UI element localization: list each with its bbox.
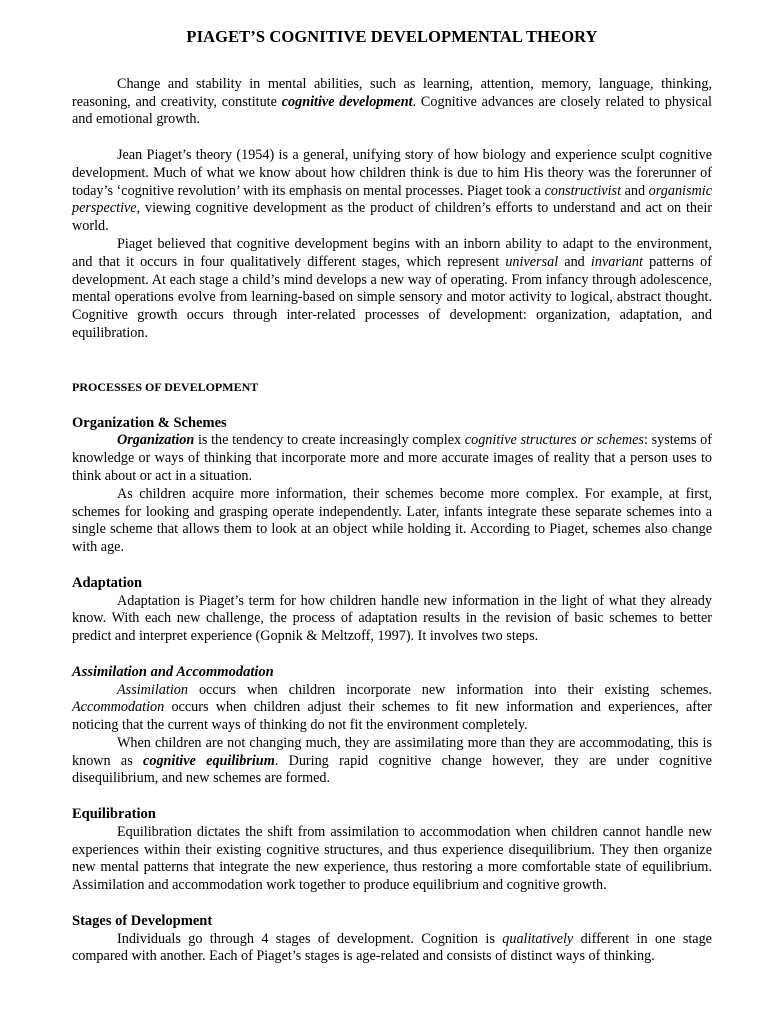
subheading-organization: Organization & Schemes xyxy=(72,414,227,431)
subheading-stages: Stages of Development xyxy=(72,912,213,929)
stages-paragraph-1: Individuals go through 4 stages of development. Cognition is qualitatively different in one stage compared with another. Each of Piaget’s stages is age-related and consists of distinct ways of thinking. xyxy=(72,930,712,965)
intro-paragraph-1: Change and stability in mental abilities, such as learning, attention, memory, language, thinking, reasoning, and creativity, constitute cognitive development. Cognitive advances are closely related to physical and emotional growth. xyxy=(72,75,713,128)
organization-paragraph-2: As children acquire more information, their schemes become more complex. For example, at first, schemes for looking and grasping operate independently. Later, infants integrate these separate schemes into a single scheme that allows them to look at an object while holding it. According to Piaget, schemes also change with age. xyxy=(72,485,712,556)
emphasis-accommodation: Accommodation xyxy=(72,699,165,716)
emphasis-assimilation: Assimilation xyxy=(117,681,188,698)
emphasis-invariant: invariant xyxy=(590,253,643,270)
emphasis-cognitive-development: cognitive development xyxy=(281,93,413,110)
intro-paragraph-3: Piaget believed that cognitive development begins with an inborn ability to adapt to the environment, and that it occurs in four qualitatively different stages, which represent universal and invariant patterns of development. At each stage a child’s mind develops a new way of operating. From infancy through adolescence, mental operations evolve from learning-based on simple sensory and motor activity to logical, abstract thought. Cognitive growth occurs through inter-related processes of development: organization, adaptation, and equilibration. xyxy=(72,235,712,341)
emphasis-constructivist: constructivist xyxy=(544,182,622,199)
section-heading-processes: PROCESSES OF DEVELOPMENT xyxy=(72,379,259,394)
emphasis-universal: universal xyxy=(505,253,559,270)
intro-paragraph-2: Jean Piaget’s theory (1954) is a general, unifying story of how biology and experience sculpt cognitive development. Much of what we know about how children think is due to him His theory was the forerunner of today’s ‘cognitive revolution’ with its emphasis on mental processes. Piaget took a constructivist and organismic perspective, viewing cognitive development as the product of children’s efforts to understand and act on their world. xyxy=(72,146,712,235)
emphasis-organization: Organization xyxy=(117,432,195,449)
organization-paragraph-1: Organization is the tendency to create increasingly complex cognitive structures or schemes: systems of knowledge or ways of thinking that incorporate more and more accurate images of reality that a person uses to think about or act in a situation. xyxy=(72,432,713,484)
emphasis-cognitive-equilibrium: cognitive equilibrium xyxy=(143,752,275,769)
equilibration-paragraph-1: Equilibration dictates the shift from assimilation to accommodation when children cannot handle new experiences within their existing cognitive structures, and thus experience disequilibrium. They then organize new mental patterns that integrate the new experience, thus restoring a more comfortable state of equilibrium. Assimilation and accommodation work together to produce equilibrium and cognitive growth. xyxy=(72,823,712,894)
page-title: PIAGET’S COGNITIVE DEVELOPMENTAL THEORY xyxy=(186,27,598,46)
subheading-equilibration: Equilibration xyxy=(72,806,156,823)
assimilation-paragraph-2: When children are not changing much, they are assimilating more than they are accommodating, this is known as cognitive equilibrium. During rapid cognitive change however, they are under cognitive disequilibrium, and new schemes are formed. xyxy=(72,734,712,787)
assimilation-paragraph-1: Assimilation occurs when children incorporate new information into their existing schemes. Accommodation occurs when children adjust their schemes to fit new information and experiences, after noticing that the current ways of thinking do not fit the environment completely. xyxy=(72,681,712,734)
emphasis-qualitatively: qualitatively xyxy=(502,930,574,947)
adaptation-paragraph-1: Adaptation is Piaget’s term for how children handle new information in the light of what they already know. With each new challenge, the process of adaptation results in the revision of basic schemes to better predict and interpret experience (Gopnik & Meltzoff, 1997). It involves two steps. xyxy=(72,592,712,645)
emphasis-organismic-perspective: organismic perspective xyxy=(72,182,712,217)
subheading-assimilation: Assimilation and Accommodation xyxy=(72,663,274,680)
emphasis-cognitive-structures: cognitive structures or schemes xyxy=(464,432,644,449)
subheading-adaptation: Adaptation xyxy=(72,574,143,591)
